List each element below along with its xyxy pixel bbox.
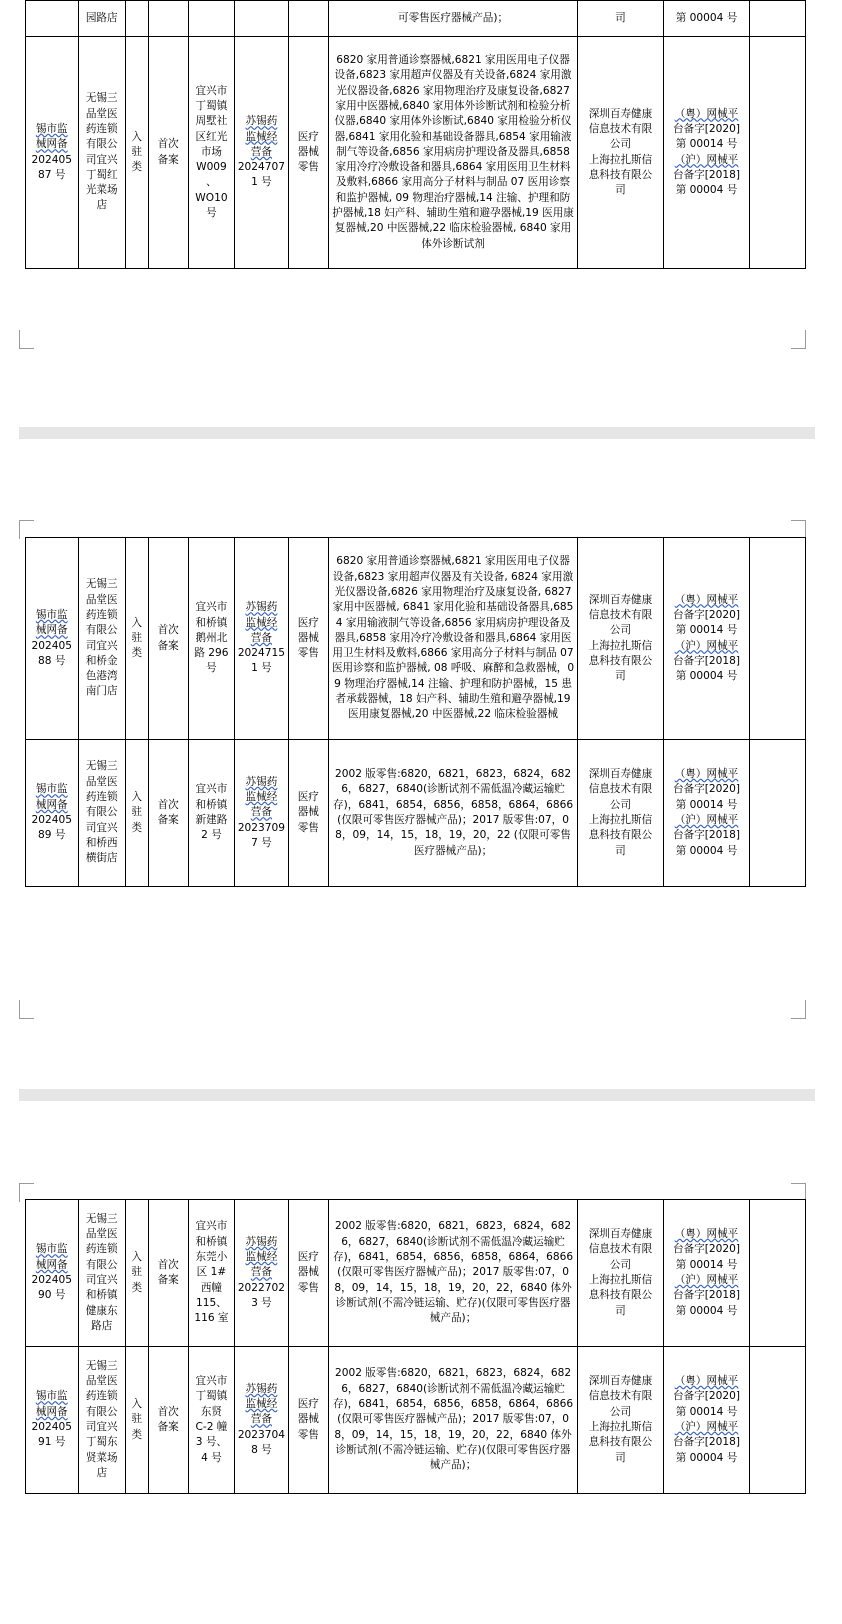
platform-record-number-line: （粤）网械平	[674, 1375, 739, 1388]
license-number-line: 1 号	[251, 662, 272, 675]
registration-number-line: 87 号	[38, 168, 66, 181]
address-line: W009	[196, 161, 227, 174]
registration-number-line: 202405	[31, 639, 72, 652]
company-name-line: 和桥西	[85, 836, 118, 849]
company-name-line: 色港湾	[85, 670, 118, 683]
business-type	[288, 538, 328, 740]
platform-record-number-line: 第 00014 号	[675, 1258, 738, 1271]
license-number-line: 2023709	[237, 821, 285, 834]
address-line: 宜兴市	[195, 1220, 228, 1233]
business-scope: 6820 家用普通诊察器械,6821 家用医用电子仪器设备,6823 家用超声仪器及有关设备, 6824 家用激光仪器设备,6826 家用物理治疗及康复设备, 6827 家用中医器械, 6841 家用化验和基础设备器具,6854 家用输液制气等设备,6856 家用病房护理设备及器具,6858 家用冷疗冷敷设备和器具,6864 家用医用卫生材料及敷料,6866 家用高分子材料与制品 07 医用诊察和监护器械, 08 呼吸、麻醉和急救器械，09 物理治疗器械,14 注输、护理和防护器械，15 患者承载器械，18 妇产科、辅助生殖和避孕器械,19 医用康复器械,20 中医器械,22 临床检验器械	[328, 538, 577, 740]
company-name-line: 司宜兴	[85, 153, 118, 166]
entry-type-line: 入	[131, 1251, 143, 1264]
address-line: 宜兴市	[195, 783, 228, 796]
business-scope: 6820 家用普通诊察器械,6821 家用医用电子仪器设备,6823 家用超声仪器及有关设备,6824 家用激光仪器设备,6826 家用物理治疗及康复设备,6827 家用中医器械,6840 家用体外诊断试剂和检验分析仪器,6840 家用体外诊断试,6840 家用检验分析仪器,6841 家用化验和基础设备器具,6854 家用输液制气等设备,6856 家用病房护理设备及器具,6858 家用冷疗冷敷设备和器具,6864 家用医用卫生材料及敷料,6866 家用高分子材料与制品 07 医用诊察和监护器械, 09 物理治疗器械,14 注输、护理和防护器械,18 妇产科、辅助生殖和避孕器械,19 医用康复器械,20 中医器械,22 临床检验器械, 6840 家用体外诊断试剂	[328, 37, 577, 269]
company-name-line: 无锡三	[85, 760, 118, 773]
platform-record-number-line: 第 00004 号	[675, 1451, 738, 1464]
address-line: 东贤	[200, 1405, 223, 1418]
page-corner-mark	[19, 1000, 34, 1019]
registration-number-line: 械网备	[35, 624, 68, 637]
license-number-line: 监械经	[245, 1251, 278, 1264]
platform-record-number-line: 第 00004 号	[675, 1304, 738, 1317]
company-name-line: 无锡三	[85, 1359, 118, 1372]
platform-company	[578, 1200, 664, 1347]
registration-number	[26, 37, 79, 269]
registration-number-line: 锡市监	[35, 122, 68, 135]
entry-type-line: 类	[131, 1428, 143, 1441]
platform-company-line: 信息技术有限	[588, 608, 653, 621]
platform-record-number-line: 台备字[2020]	[673, 1390, 741, 1403]
company-name-line: 贤菜场	[85, 1451, 118, 1464]
business-type-line: 器械	[297, 1266, 319, 1279]
registration-number-line: 90 号	[38, 1289, 66, 1302]
table-row	[26, 1347, 806, 1494]
license-number-line: 营备	[250, 1413, 272, 1426]
platform-record-number-line: （粤）网械平	[674, 768, 739, 781]
address-line: 2 号	[201, 829, 222, 842]
business-type	[288, 37, 328, 269]
platform-record-number-line: 第 00004 号	[675, 184, 738, 197]
company-name-line: 品堂医	[85, 593, 118, 606]
platform-company-line: 公司	[609, 1258, 632, 1271]
company-name-line: 店	[96, 199, 108, 212]
platform-record-number-line: 台备字[2018]	[673, 829, 741, 842]
company-name-line: 无锡三	[85, 578, 118, 591]
remarks-cell	[750, 37, 806, 269]
registration-number-line: 锡市监	[35, 783, 68, 796]
registration-number-line: 202405	[31, 153, 72, 166]
record-type-line: 备案	[157, 639, 179, 652]
address-line: 宜兴市	[195, 84, 228, 97]
company-name	[78, 1347, 125, 1494]
address-line: 号	[206, 662, 217, 675]
license-number	[235, 538, 289, 740]
page-corner-mark	[791, 330, 806, 349]
registration-number-line: 89 号	[38, 829, 66, 842]
address-line: 东莞小	[195, 1251, 228, 1264]
record-type-line: 备案	[157, 153, 179, 166]
record-table-3	[25, 1199, 806, 1494]
platform-company-line: 上海拉扎斯信	[588, 1274, 653, 1286]
page-corner-mark	[19, 330, 34, 349]
entry-type	[125, 538, 148, 740]
platform-company	[578, 538, 664, 740]
company-name-line: 司宜兴	[85, 821, 118, 834]
registration-number	[26, 1347, 79, 1494]
address-line: 4 号	[201, 1451, 222, 1464]
table-row	[26, 538, 806, 740]
platform-record-number-line: （沪）网械平	[674, 639, 739, 652]
record-type-line: 首次	[157, 1258, 179, 1271]
license-number-line: 营备	[250, 631, 272, 644]
license-number	[235, 37, 289, 269]
license-number-line: 监械经	[245, 791, 278, 804]
record-type-line: 备案	[157, 814, 179, 826]
platform-company-line: 息科技有限公	[588, 654, 653, 667]
platform-company-line: 息科技有限公	[588, 168, 653, 181]
company-name-line: 药连锁	[85, 1243, 118, 1256]
platform-company-line: 深圳百寿健康	[588, 593, 653, 606]
platform-record-number-line: 第 00014 号	[675, 138, 738, 151]
platform-company-line: 上海拉扎斯信	[588, 153, 653, 166]
platform-company-line: 信息技术有限	[588, 1390, 653, 1403]
entry-type-line: 类	[131, 1281, 143, 1294]
license-number-line: 1 号	[251, 176, 272, 189]
platform-company	[578, 1347, 664, 1494]
platform-record-number-line: 第 00004 号	[675, 670, 738, 683]
record-type-line: 备案	[157, 1274, 179, 1286]
address-line: 路 296	[194, 647, 229, 660]
business-type-line: 器械	[297, 631, 319, 644]
address-line: 115、	[196, 1296, 227, 1309]
company-name-line: 南门店	[85, 685, 118, 698]
business-type-line: 器械	[297, 806, 319, 819]
address-line: 新建路	[195, 814, 228, 826]
entry-type-line: 类	[131, 161, 143, 174]
entry-type	[125, 740, 148, 887]
entry-type-line: 入	[131, 130, 143, 143]
license-number-line: 2024707	[237, 161, 285, 174]
address	[188, 1200, 234, 1347]
company-name-line: 司宜兴	[85, 1421, 118, 1433]
platform-record-number-line: 台备字[2020]	[673, 608, 741, 621]
company-name-line: 健康东	[85, 1304, 118, 1317]
entry-type-line: 驻	[131, 145, 143, 158]
entry-type-line: 驻	[131, 1413, 143, 1426]
record-type-line: 首次	[157, 138, 179, 151]
address	[188, 1347, 234, 1494]
record-type	[148, 1347, 188, 1494]
address-line: 鹅州北	[195, 631, 228, 644]
platform-record-number	[663, 538, 750, 740]
platform-company-line: 信息技术有限	[588, 122, 653, 135]
company-name-line: 药连锁	[85, 608, 118, 621]
company-name-line: 横街店	[85, 852, 118, 865]
address-line: 区红光	[195, 130, 228, 143]
platform-company-line: 司	[615, 1304, 626, 1317]
cell-empty	[125, 1, 148, 37]
business-scope: 2002 版零售:6820，6821，6823，6824，6826，6827，6840(诊断试剂不需低温冷藏运输贮存)，6841，6854，6856，6858，6864，6866(仅限可零售医疗器械产品)；2017 版零售:07，08，09，14，15，18，19，20，22，6840 体外诊断试剂(不需冷链运输、贮存)(仅限可零售医疗器械产品)；	[328, 1347, 577, 1494]
remarks-cell	[750, 1200, 806, 1347]
platform-company-line: 上海拉扎斯信	[588, 814, 653, 826]
cell-empty	[26, 1, 79, 37]
platform-company-line: 深圳百寿健康	[588, 1375, 653, 1388]
platform-company-line: 上海拉扎斯信	[588, 639, 653, 652]
address	[188, 538, 234, 740]
address-line: WO10	[195, 191, 228, 204]
license-number-line: 苏锡药	[245, 1235, 278, 1248]
platform-record-number-line: 第 00014 号	[675, 798, 738, 811]
cell-empty	[148, 1, 188, 37]
company-name-line: 品堂医	[85, 1375, 118, 1388]
business-type-line: 器械	[297, 145, 319, 158]
registration-number-line: 械网备	[35, 1405, 68, 1418]
registration-number-line: 械网备	[35, 1258, 68, 1271]
platform-company-line: 上海拉扎斯信	[588, 1421, 653, 1433]
platform-record-number-line: （沪）网械平	[674, 1274, 739, 1286]
entry-type	[125, 1200, 148, 1347]
platform-record-number-line: （粤）网械平	[674, 593, 739, 606]
license-number-line: 监械经	[245, 130, 278, 143]
company-name-line: 品堂医	[85, 775, 118, 788]
record-type	[148, 740, 188, 887]
platform-record-number	[663, 37, 750, 269]
platform-company-line: 信息技术有限	[588, 783, 653, 796]
platform-record-number-line: （沪）网械平	[674, 814, 739, 826]
license-number-line: 2024715	[237, 647, 285, 660]
registration-number-line: 202405	[31, 814, 72, 826]
address-line: 和桥镇	[195, 1235, 228, 1248]
company-name-line: 和桥金	[85, 654, 118, 667]
registration-number	[26, 1200, 79, 1347]
registration-number-line: 械网备	[35, 138, 68, 151]
company-name-line: 品堂医	[85, 1228, 118, 1241]
business-type-line: 器械	[297, 1413, 319, 1426]
cell-empty	[288, 1, 328, 37]
registration-number-line: 锡市监	[35, 608, 68, 621]
table-row	[26, 740, 806, 887]
company-name	[78, 740, 125, 887]
registration-number	[26, 740, 79, 887]
platform-record-number-line: 台备字[2018]	[673, 1289, 741, 1302]
license-number-line: 7 号	[251, 836, 272, 849]
entry-type-line: 驻	[131, 806, 143, 819]
license-number-line: 3 号	[251, 1296, 272, 1309]
platform-company-line: 息科技有限公	[588, 1436, 653, 1449]
license-number-line: 苏锡药	[245, 601, 278, 614]
platform-company-line: 深圳百寿健康	[588, 107, 653, 120]
platform-record-number	[663, 1200, 750, 1347]
business-scope: 2002 版零售:6820，6821，6823，6824，6826，6827，6840(诊断试剂不需低温冷藏运输贮存)，6841，6854，6856，6858，6864，6866(仅限可零售医疗器械产品)；2017 版零售:07，08，09，14，15，18，19，20，22 (仅限可零售医疗器械产品)；	[328, 740, 577, 887]
business-type	[288, 1347, 328, 1494]
cell-empty	[188, 1, 234, 37]
platform-record-number-line: （粤）网械平	[674, 1228, 739, 1241]
platform-company-line: 司	[615, 184, 626, 197]
table-row	[26, 1200, 806, 1347]
address-line: 、	[206, 176, 217, 189]
company-name-line: 有限公	[85, 624, 118, 637]
business-type-line: 医疗	[297, 616, 319, 629]
address-line: 区 1#	[196, 1266, 227, 1279]
record-type-line: 首次	[157, 1405, 179, 1418]
record-type-line: 备案	[157, 1421, 179, 1433]
address-line: 和桥镇	[195, 798, 228, 811]
entry-type-line: 类	[131, 647, 143, 660]
company-name-line: 有限公	[85, 1258, 118, 1271]
company-name-line: 丁蜀东	[85, 1436, 118, 1449]
platform-company-line: 司	[615, 844, 626, 857]
platform-company	[578, 37, 664, 269]
business-type	[288, 740, 328, 887]
page-separator	[19, 1089, 815, 1101]
platform-record-number-line: 第 00014 号	[675, 624, 738, 637]
platform-record-number-line: 第 00014 号	[675, 1405, 738, 1418]
license-number	[235, 1347, 289, 1494]
business-type-line: 零售	[297, 161, 319, 174]
business-type-line: 零售	[297, 1428, 319, 1441]
platform-company-line: 公司	[609, 624, 632, 637]
company-name	[78, 37, 125, 269]
company-name-line: 药连锁	[85, 791, 118, 804]
platform-company	[578, 740, 664, 887]
company-name	[78, 538, 125, 740]
business-type-line: 零售	[297, 1281, 319, 1294]
license-number-line: 苏锡药	[245, 1382, 278, 1395]
platform-company-line: 公司	[609, 1405, 632, 1418]
company-name-line: 司宜兴	[85, 639, 118, 652]
record-type-line: 首次	[157, 624, 179, 637]
entry-type-line: 驻	[131, 631, 143, 644]
platform-record-number-line: 台备字[2018]	[673, 168, 741, 181]
company-name-line: 有限公	[85, 1405, 118, 1418]
registration-number	[26, 538, 79, 740]
entry-type-line: 入	[131, 1398, 143, 1411]
registration-number-line: 202405	[31, 1421, 72, 1433]
platform-company-line: 深圳百寿健康	[588, 1228, 653, 1241]
platform-company-line: 公司	[609, 138, 632, 151]
business-scope: 2002 版零售:6820，6821，6823，6824，6826，6827，6840(诊断试剂不需低温冷藏运输贮存)，6841，6854，6856，6858，6864，6866(仅限可零售医疗器械产品)；2017 版零售:07，08，09，14，15，18，19，20，22，6840 体外诊断试剂(不需冷链运输、贮存)(仅限可零售医疗器械产品)；	[328, 1200, 577, 1347]
platform-company-line: 息科技有限公	[588, 829, 653, 842]
company-name-line: 和桥镇	[85, 1289, 118, 1302]
company-name-line: 司宜兴	[85, 1274, 118, 1286]
cell-empty	[235, 1, 289, 37]
platform-record-number-line: 台备字[2020]	[673, 783, 741, 796]
platform-company-line: 深圳百寿健康	[588, 768, 653, 781]
business-type-line: 医疗	[297, 791, 319, 804]
record-table-1	[25, 0, 806, 269]
platform-record-number-line: 台备字[2020]	[673, 122, 741, 135]
record-table-2	[25, 537, 806, 887]
license-number	[235, 1200, 289, 1347]
company-name-line: 光菜场	[85, 184, 118, 197]
company-name-line: 药连锁	[85, 1390, 118, 1403]
scope-tail: 可零售医疗器械产品)；	[328, 1, 577, 37]
table-row	[26, 1, 806, 37]
platform-tail: 司	[578, 1, 664, 37]
store-name-tail: 园路店	[78, 1, 125, 37]
business-type-line: 医疗	[297, 1398, 319, 1411]
platform-company-line: 息科技有限公	[588, 1289, 653, 1302]
license-number-line: 8 号	[251, 1443, 272, 1456]
license-number-line: 监械经	[245, 616, 278, 629]
license-number-line: 苏锡药	[245, 115, 278, 128]
registration-number-line: 88 号	[38, 654, 66, 667]
platform-company-line: 司	[615, 1451, 626, 1464]
address-line: 市场	[200, 145, 223, 158]
company-name-line: 路店	[91, 1319, 113, 1332]
platform-record-number-line: 台备字[2020]	[673, 1243, 741, 1256]
page-separator	[19, 427, 815, 439]
table-row	[26, 37, 806, 269]
platform-company-line: 公司	[609, 798, 632, 811]
registration-number-line: 械网备	[35, 798, 68, 811]
entry-type-line: 入	[131, 791, 143, 804]
platform-record-number-line: 第 00004 号	[675, 844, 738, 857]
company-name-line: 无锡三	[85, 92, 118, 105]
license-number-line: 监械经	[245, 1398, 278, 1411]
address-line: 丁蜀镇	[195, 1390, 228, 1403]
remarks-cell	[750, 538, 806, 740]
record-type-line: 首次	[157, 798, 179, 811]
business-type	[288, 1200, 328, 1347]
platform-company-line: 司	[615, 670, 626, 683]
address-line: 和桥镇	[195, 616, 228, 629]
address-line: 宜兴市	[195, 1375, 228, 1388]
company-name-line: 丁蜀红	[85, 168, 118, 181]
business-type-line: 医疗	[297, 130, 319, 143]
company-name-line: 品堂医	[85, 107, 118, 120]
platform-record-number-line: （沪）网械平	[674, 153, 739, 166]
platform-record-number-line: 台备字[2018]	[673, 1436, 741, 1449]
address	[188, 37, 234, 269]
platform-record-number-line: （粤）网械平	[674, 107, 739, 120]
entry-type	[125, 1347, 148, 1494]
platform-record-number	[663, 740, 750, 887]
company-name-line: 药连锁	[85, 122, 118, 135]
address-line: 西幢	[200, 1281, 223, 1294]
record-type	[148, 37, 188, 269]
business-type-line: 零售	[297, 647, 319, 660]
company-name-line: 无锡三	[85, 1212, 118, 1225]
address-line: 宜兴市	[195, 601, 228, 614]
address-line: C-2 幢	[195, 1421, 228, 1433]
remarks-cell	[750, 1347, 806, 1494]
license-number-line: 营备	[250, 145, 272, 158]
registration-number-line: 91 号	[38, 1436, 66, 1449]
cert-tail: 第 00004 号	[663, 1, 750, 37]
platform-record-number-line: （沪）网械平	[674, 1421, 739, 1433]
registration-number-line: 锡市监	[35, 1390, 68, 1403]
license-number-line: 2022702	[237, 1281, 285, 1294]
address-line: 116 室	[194, 1312, 229, 1325]
platform-company-line: 信息技术有限	[588, 1243, 653, 1256]
business-type-line: 医疗	[297, 1251, 319, 1264]
remarks-cell	[750, 740, 806, 887]
company-name-line: 店	[96, 1466, 108, 1479]
platform-record-number-line: 台备字[2018]	[673, 654, 741, 667]
business-type-line: 零售	[297, 821, 319, 834]
address-line: 3 号、	[195, 1436, 228, 1449]
record-type	[148, 1200, 188, 1347]
page-corner-mark	[791, 1000, 806, 1019]
license-number-line: 2023704	[237, 1428, 285, 1441]
license-number-line: 营备	[250, 1266, 272, 1279]
entry-type-line: 驻	[131, 1266, 143, 1279]
company-name-line: 有限公	[85, 806, 118, 819]
entry-type-line: 类	[131, 821, 143, 834]
address-line: 周墅社	[195, 115, 228, 128]
registration-number-line: 锡市监	[35, 1243, 68, 1256]
company-name	[78, 1200, 125, 1347]
company-name-line: 有限公	[85, 138, 118, 151]
license-number-line: 营备	[250, 806, 272, 819]
registration-number-line: 202405	[31, 1274, 72, 1286]
address-line: 丁蜀镇	[195, 99, 228, 112]
license-number-line: 苏锡药	[245, 775, 278, 788]
cell-empty	[750, 1, 806, 37]
entry-type-line: 入	[131, 616, 143, 629]
entry-type	[125, 37, 148, 269]
platform-record-number	[663, 1347, 750, 1494]
license-number	[235, 740, 289, 887]
record-type	[148, 538, 188, 740]
address	[188, 740, 234, 887]
address-line: 号	[206, 207, 217, 220]
